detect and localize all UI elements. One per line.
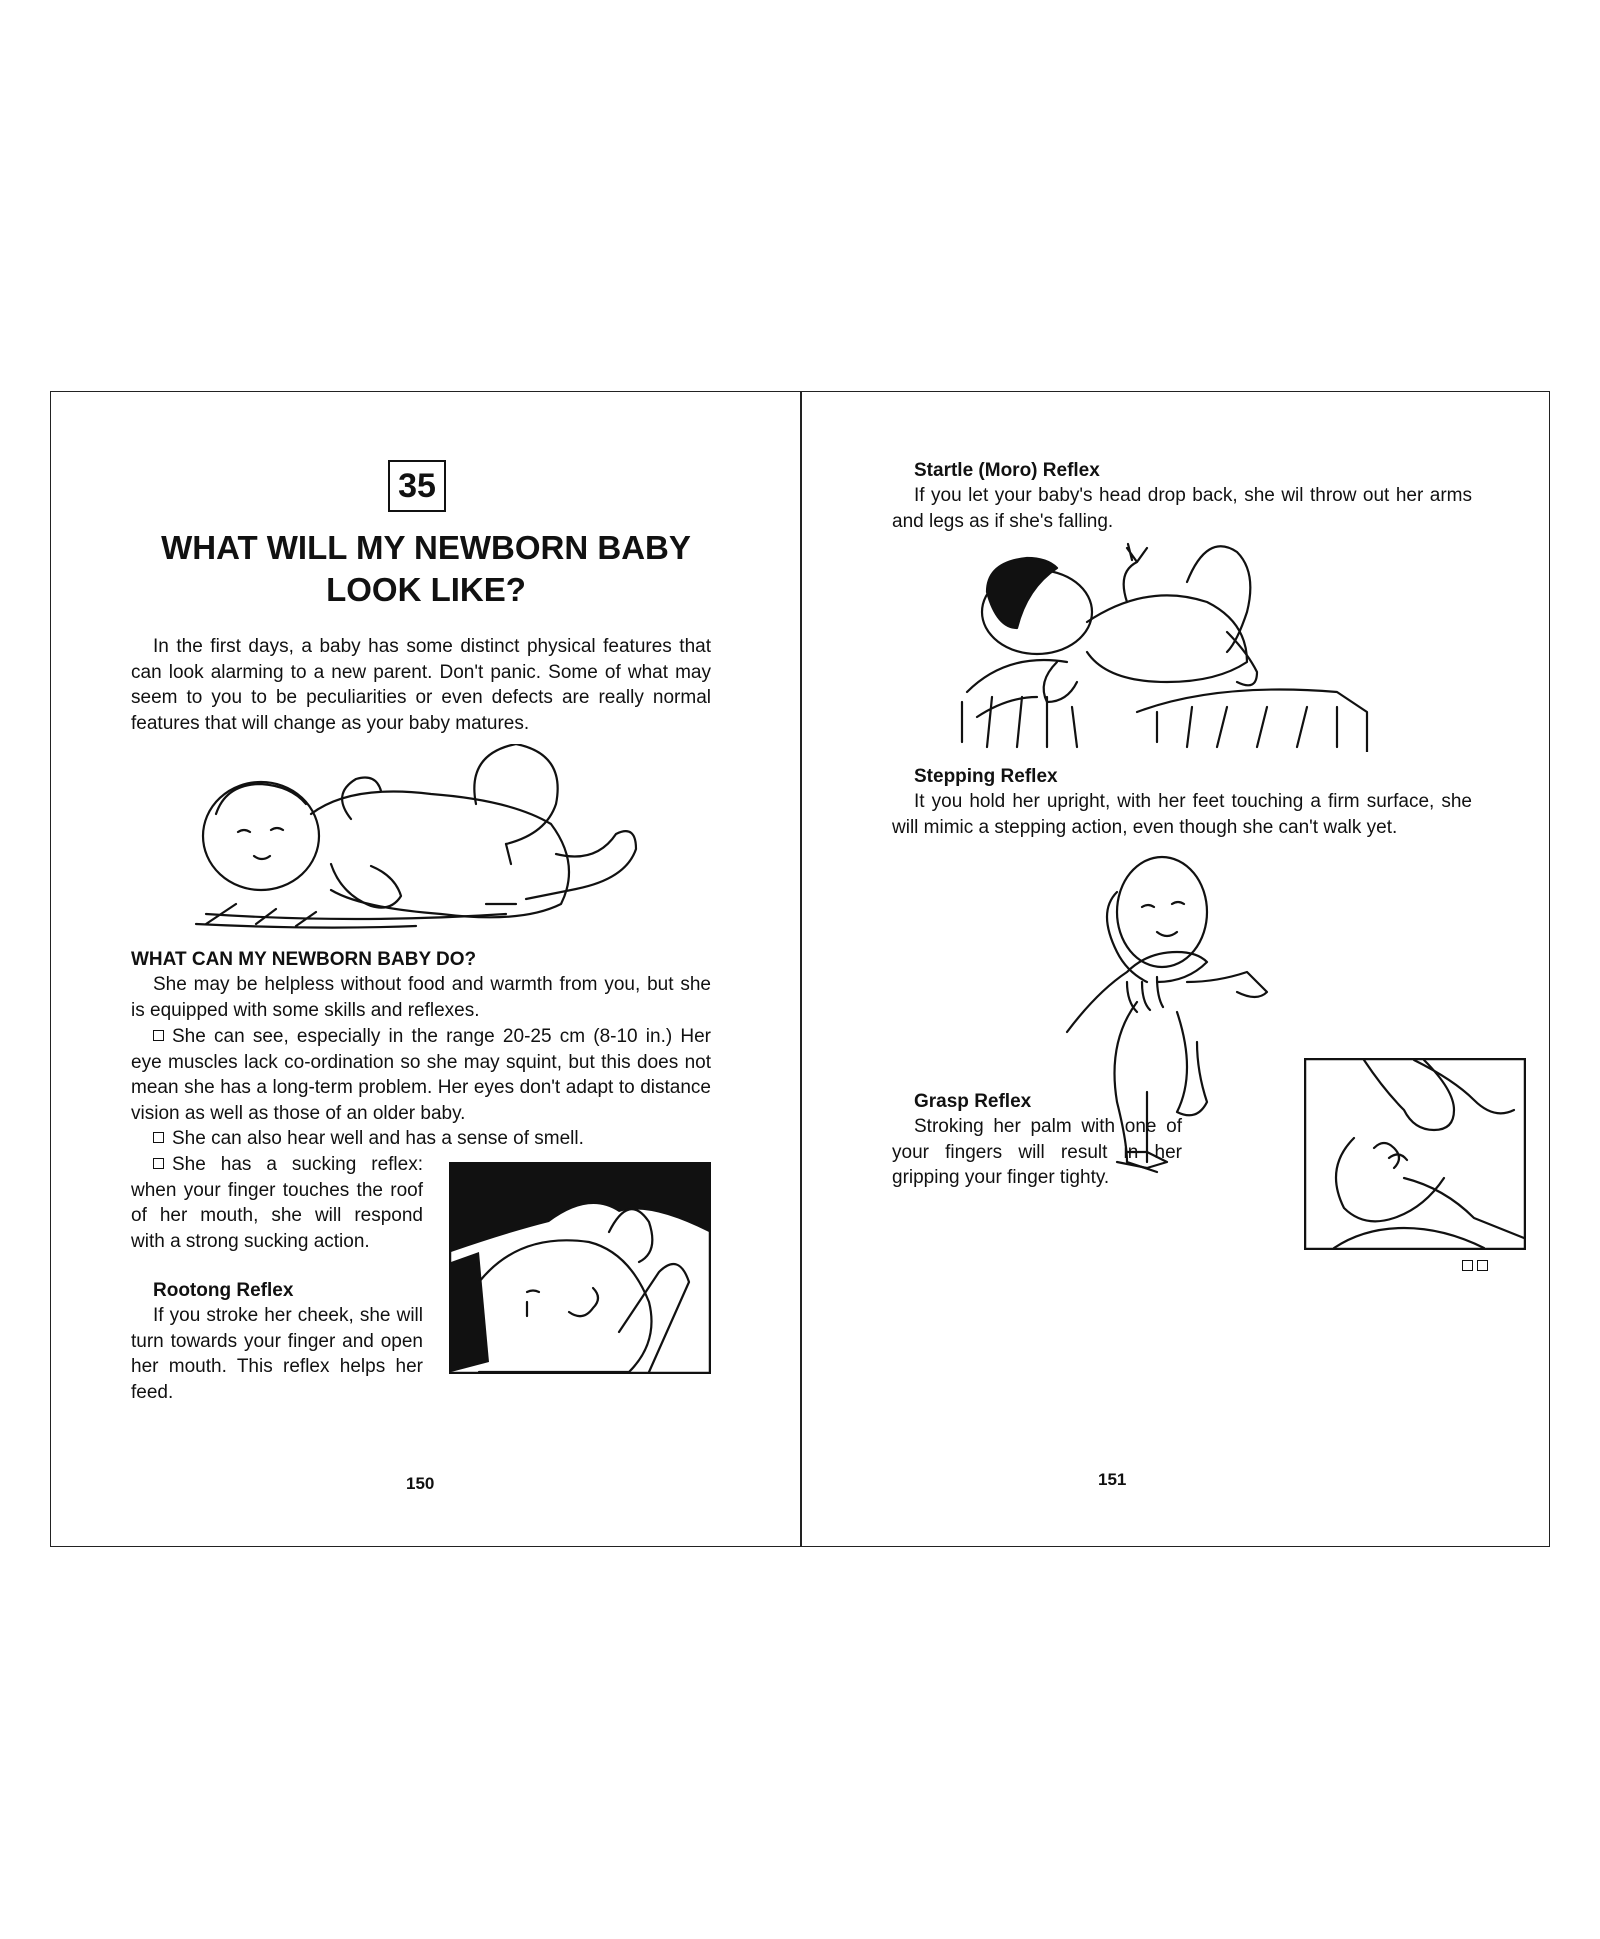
rooting-text: If you stroke her cheek, she will turn towards your finger and open her mouth. This reflex helps her feed. — [131, 1305, 423, 1403]
sucking-baby-illustration — [449, 1162, 711, 1374]
newborn-lying-illustration — [176, 744, 686, 934]
startle-text: If you let your baby's head drop back, she wil throw out her arms and legs as if she's falling. — [892, 485, 1472, 532]
checkbox-bullet-icon — [153, 1030, 164, 1041]
bullet-see — [131, 1024, 711, 1126]
section-intro: She may be helpless without food and warmth from you, but she is equipped with some skills and reflexes. — [131, 974, 711, 1021]
stepping-text: It you hold her upright, with her feet touching a firm surface, she will mimic a stepping action, even though she can't walk yet. — [892, 791, 1472, 838]
startle-reflex-illustration — [957, 542, 1377, 752]
grasp-heading: Grasp Reflex — [914, 1091, 1032, 1112]
stepping-heading: Stepping Reflex — [914, 766, 1058, 787]
book-spread — [50, 391, 1550, 1547]
grasp-text: Stroking her palm with one of your fingers will result in her gripping your finger tighty. — [892, 1116, 1182, 1188]
checkbox-bullet-icon — [153, 1132, 164, 1143]
left-page — [51, 392, 800, 1546]
section-heading: WHAT CAN MY NEWBORN BABY DO? — [131, 949, 477, 970]
end-mark-icon — [1477, 1260, 1488, 1271]
chapter-number: 35 — [388, 460, 446, 512]
end-of-chapter-marks — [1458, 1258, 1488, 1276]
bullet-see-text: She can see, especially in the range 20-25 cm (8-10 in.) Her eye muscles lack co-ordination so she may squint, but this does not mean she has a long-term problem. Her eyes don't adapt to distance vision as well as those of an older baby. — [131, 1026, 711, 1124]
bullet-hear-text: She can also hear well and has a sense of smell. — [172, 1128, 584, 1149]
bullet-hear — [131, 1126, 711, 1152]
page-title: WHAT WILL MY NEWBORN BABY LOOK LIKE? — [161, 529, 691, 608]
grasp-reflex-illustration — [1304, 1058, 1526, 1250]
right-page — [802, 392, 1551, 1546]
page-number-right: 151 — [1098, 1470, 1127, 1489]
bullet-suck — [131, 1152, 423, 1254]
startle-heading: Startle (Moro) Reflex — [914, 460, 1100, 481]
checkbox-bullet-icon — [153, 1158, 164, 1169]
end-mark-icon — [1462, 1260, 1473, 1271]
intro-paragraph: In the first days, a baby has some distinct physical features that can look alarming to a new parent. Don't panic. Some of what may seem to you to be peculiarities or even defects are really normal features that will change as your baby matures. — [131, 636, 711, 734]
bullet-suck-text: She has a sucking reflex: when your finger touches the roof of her mouth, she will respond with a strong sucking action. — [131, 1154, 423, 1252]
page-number-left: 150 — [406, 1474, 435, 1493]
rooting-heading: Rootong Reflex — [153, 1280, 294, 1301]
